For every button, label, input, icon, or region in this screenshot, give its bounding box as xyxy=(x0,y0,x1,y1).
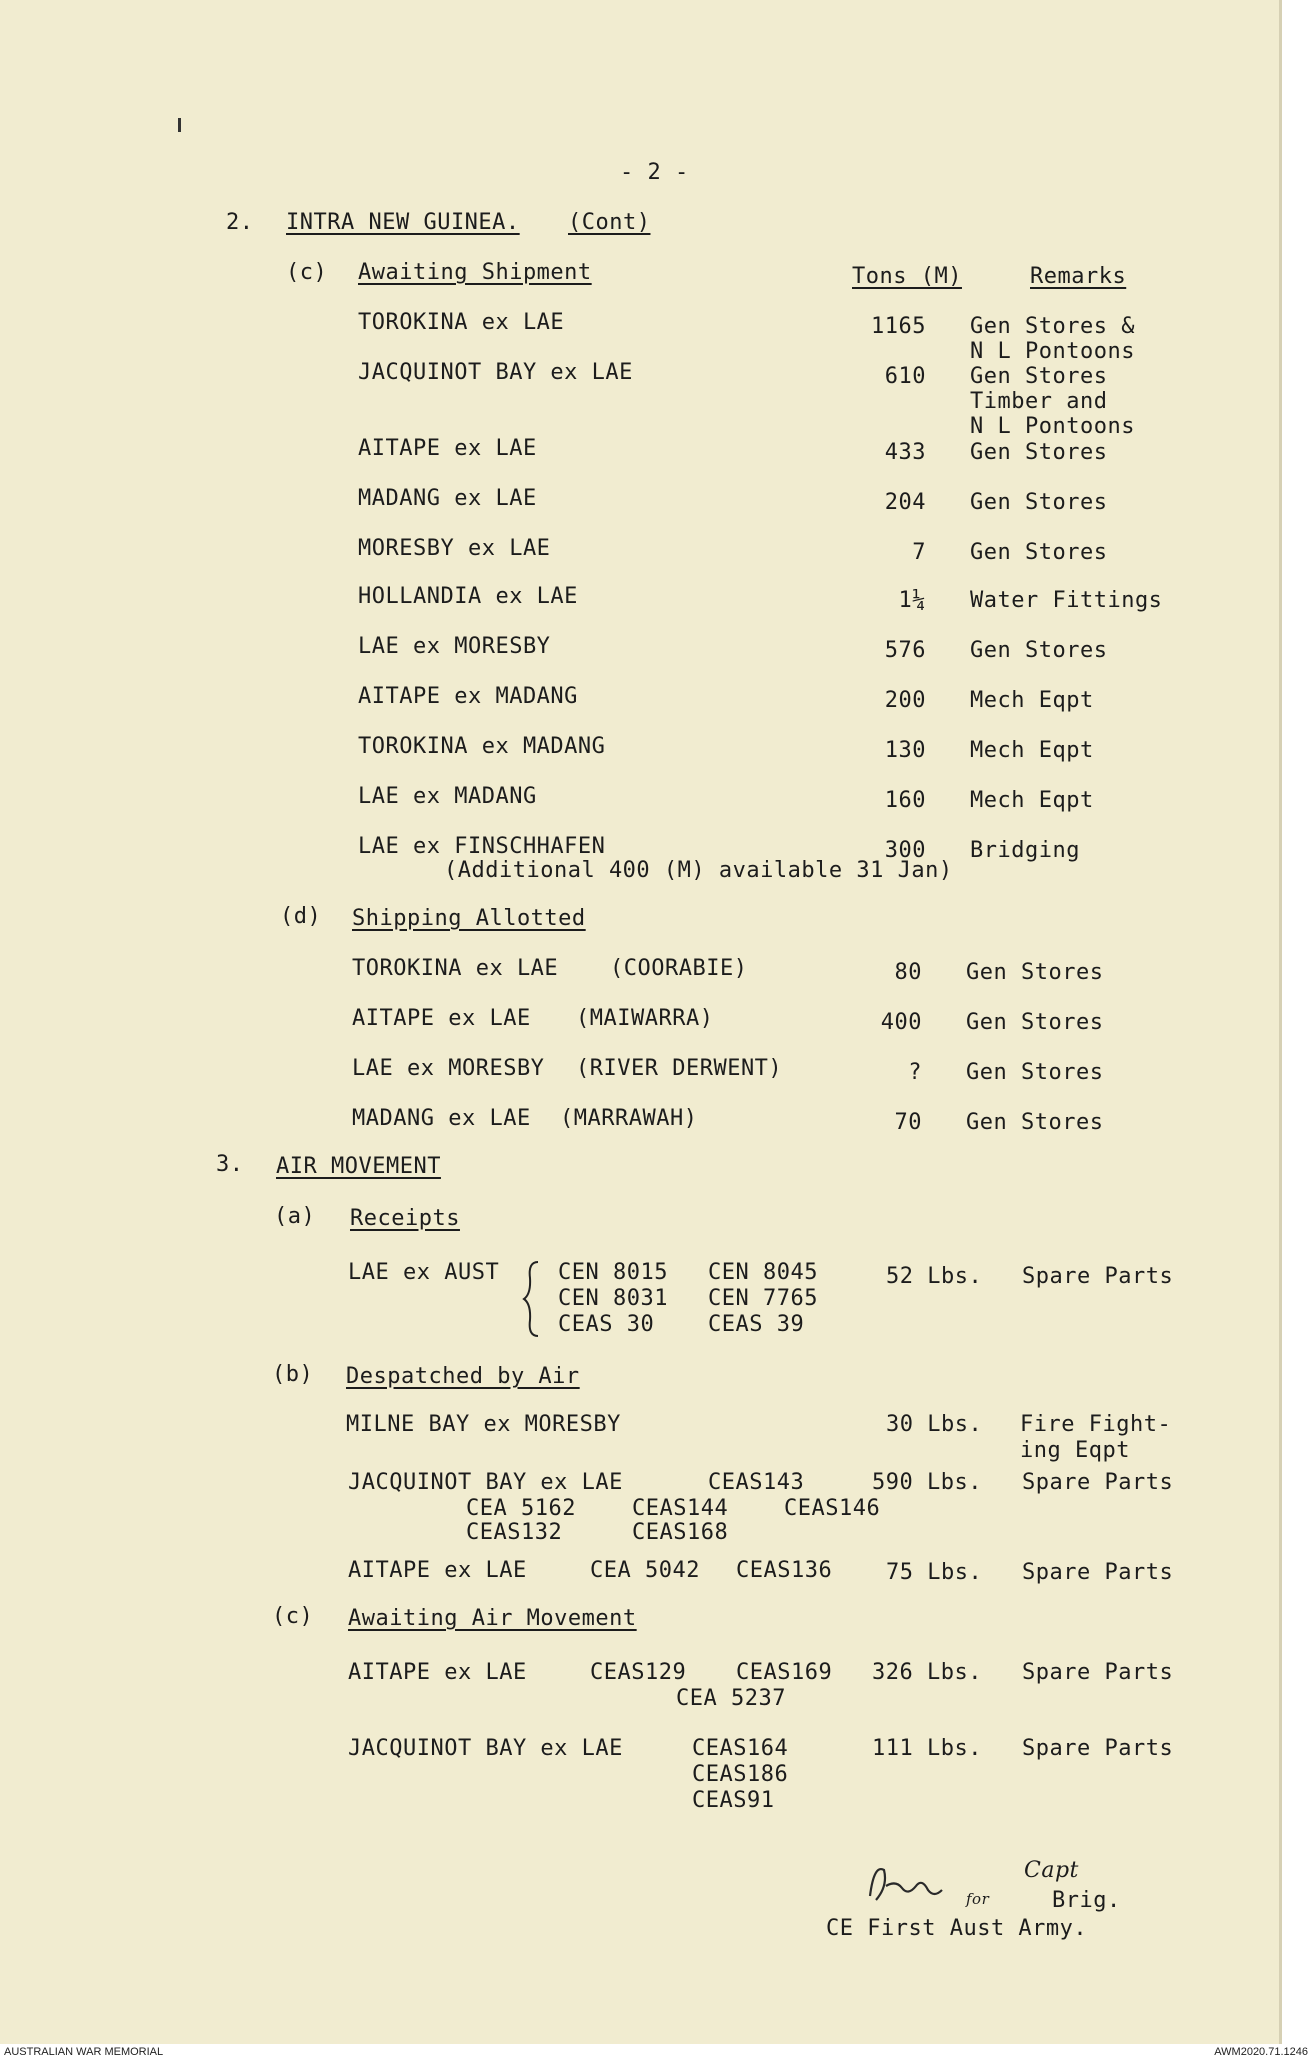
remarks: Gen Stores xyxy=(970,440,1108,465)
subsection-heading: Awaiting Air Movement xyxy=(348,1606,637,1631)
route: TOROKINA ex LAE xyxy=(358,310,565,335)
tons-value: 200 xyxy=(884,688,926,713)
brace-icon xyxy=(522,1260,542,1338)
item-code: CEAS169 xyxy=(736,1660,833,1685)
tons-value: 576 xyxy=(884,638,926,663)
remarks: Gen Stores xyxy=(970,540,1108,565)
weight: 52 Lbs. xyxy=(886,1264,983,1289)
weight: 590 Lbs. xyxy=(872,1470,982,1495)
remarks: ing Eqpt xyxy=(1020,1438,1130,1463)
ship-name: (MARRAWAH) xyxy=(560,1106,698,1131)
remarks: Gen Stores xyxy=(970,364,1108,389)
tons-value: 1¼ xyxy=(898,588,926,613)
item-code: CEAS91 xyxy=(692,1788,775,1813)
item-code: CEAS136 xyxy=(736,1558,833,1583)
item-code: CEN 8031 xyxy=(558,1286,668,1311)
subsection-label: (a) xyxy=(274,1204,316,1229)
remarks: Spare Parts xyxy=(1022,1264,1174,1289)
item-code: CEA 5237 xyxy=(676,1686,786,1711)
signature-title: CE First Aust Army. xyxy=(826,1916,1088,1941)
item-code: CEAS186 xyxy=(692,1762,789,1787)
subsection-heading: Shipping Allotted xyxy=(352,906,586,931)
route: LAE ex FINSCHHAFEN xyxy=(358,834,606,859)
remarks: Gen Stores xyxy=(966,1010,1104,1035)
item-code: CEN 7765 xyxy=(708,1286,818,1311)
subsection-label: (c) xyxy=(286,260,328,285)
tons-value: 1165 xyxy=(871,314,926,339)
tons-value: 160 xyxy=(884,788,926,813)
route: JACQUINOT BAY ex LAE xyxy=(348,1736,623,1761)
signature-for: for xyxy=(966,1890,990,1908)
route: AITAPE ex LAE xyxy=(348,1558,527,1583)
item-code: CEAS144 xyxy=(632,1496,729,1521)
ship-name: (MAIWARRA) xyxy=(576,1006,714,1031)
route: TOROKINA ex MADANG xyxy=(358,734,606,759)
route: MILNE BAY ex MORESBY xyxy=(346,1412,621,1437)
remarks: Mech Eqpt xyxy=(970,688,1094,713)
item-code: CEAS164 xyxy=(692,1736,789,1761)
remarks: Gen Stores xyxy=(966,960,1104,985)
item-code: CEA 5042 xyxy=(590,1558,700,1583)
item-code: CEA 5162 xyxy=(466,1496,576,1521)
subsection-heading: Despatched by Air xyxy=(346,1364,580,1389)
section-title: INTRA NEW GUINEA. xyxy=(286,210,520,235)
tons-value: 610 xyxy=(884,364,926,389)
signature-rank: Brig. xyxy=(1052,1888,1121,1913)
ship-name: (RIVER DERWENT) xyxy=(576,1056,783,1081)
tons-value: 7 xyxy=(912,540,926,565)
signature-capt: Capt xyxy=(1024,1858,1079,1883)
footer-left: AUSTRALIAN WAR MEMORIAL xyxy=(4,2046,164,2058)
remarks: Spare Parts xyxy=(1022,1736,1174,1761)
tons-value: 130 xyxy=(884,738,926,763)
handwritten-signature-icon xyxy=(862,1856,1012,1912)
subsection-label: (d) xyxy=(280,904,322,929)
column-header-remarks: Remarks xyxy=(1030,264,1127,289)
route: AITAPE ex MADANG xyxy=(358,684,578,709)
item-code: CEAS143 xyxy=(708,1470,805,1495)
weight: 30 Lbs. xyxy=(886,1412,983,1437)
route: LAE ex MORESBY xyxy=(352,1056,545,1081)
route: MADANG ex LAE xyxy=(352,1106,531,1131)
tons-value: 300 xyxy=(884,838,926,863)
section-title: AIR MOVEMENT xyxy=(276,1154,441,1179)
remarks: Mech Eqpt xyxy=(970,738,1094,763)
weight: 75 Lbs. xyxy=(886,1560,983,1585)
item-code: CEAS146 xyxy=(784,1496,881,1521)
weight: 111 Lbs. xyxy=(872,1736,982,1761)
remarks: N L Pontoons xyxy=(970,339,1135,364)
tons-value: 70 xyxy=(894,1110,922,1135)
item-code: CEAS129 xyxy=(590,1660,687,1685)
item-code: CEN 8045 xyxy=(708,1260,818,1285)
remarks: Water Fittings xyxy=(970,588,1163,613)
route: MADANG ex LAE xyxy=(358,486,537,511)
remarks: Bridging xyxy=(970,838,1080,863)
route: LAE ex MADANG xyxy=(358,784,537,809)
route: MORESBY ex LAE xyxy=(358,536,551,561)
tons-value: 80 xyxy=(894,960,922,985)
section-cont: (Cont) xyxy=(568,210,651,235)
subsection-label: (c) xyxy=(272,1604,314,1629)
route: LAE ex AUST xyxy=(348,1260,500,1285)
item-code: CEAS132 xyxy=(466,1520,563,1545)
item-code: CEAS 30 xyxy=(558,1312,655,1337)
tons-value: 400 xyxy=(880,1010,922,1035)
subsection-heading: Awaiting Shipment xyxy=(358,260,592,285)
item-code: CEAS 39 xyxy=(708,1312,805,1337)
remarks: Gen Stores & xyxy=(970,314,1135,339)
tons-value: ? xyxy=(908,1060,922,1085)
shipment-note: (Additional 400 (M) available 31 Jan) xyxy=(444,858,953,883)
tons-value: 433 xyxy=(884,440,926,465)
remarks: Gen Stores xyxy=(966,1110,1104,1135)
route: TOROKINA ex LAE xyxy=(352,956,559,981)
section-number: 2. xyxy=(226,210,254,235)
ship-name: (COORABIE) xyxy=(610,956,748,981)
remarks: Gen Stores xyxy=(970,638,1108,663)
ink-mark xyxy=(178,118,181,132)
remarks: Spare Parts xyxy=(1022,1470,1174,1495)
remarks: Fire Fight- xyxy=(1020,1412,1172,1437)
remarks: Gen Stores xyxy=(966,1060,1104,1085)
route: LAE ex MORESBY xyxy=(358,634,551,659)
route: JACQUINOT BAY ex LAE xyxy=(348,1470,623,1495)
remarks: N L Pontoons xyxy=(970,414,1135,439)
subsection-label: (b) xyxy=(272,1362,314,1387)
remarks: Mech Eqpt xyxy=(970,788,1094,813)
page-number: - 2 - xyxy=(620,160,689,185)
footer-right: AWM2020.71.1246 xyxy=(1214,2046,1308,2058)
route: AITAPE ex LAE xyxy=(348,1660,527,1685)
column-header-tons: Tons (M) xyxy=(852,264,962,289)
route: JACQUINOT BAY ex LAE xyxy=(358,360,633,385)
tons-value: 204 xyxy=(884,490,926,515)
remarks: Spare Parts xyxy=(1022,1560,1174,1585)
weight: 326 Lbs. xyxy=(872,1660,982,1685)
remarks: Spare Parts xyxy=(1022,1660,1174,1685)
item-code: CEN 8015 xyxy=(558,1260,668,1285)
route: HOLLANDIA ex LAE xyxy=(358,584,578,609)
route: AITAPE ex LAE xyxy=(358,436,537,461)
item-code: CEAS168 xyxy=(632,1520,729,1545)
subsection-heading: Receipts xyxy=(350,1206,460,1231)
section-number: 3. xyxy=(216,1152,244,1177)
remarks: Timber and xyxy=(970,389,1108,414)
route: AITAPE ex LAE xyxy=(352,1006,531,1031)
remarks: Gen Stores xyxy=(970,490,1108,515)
